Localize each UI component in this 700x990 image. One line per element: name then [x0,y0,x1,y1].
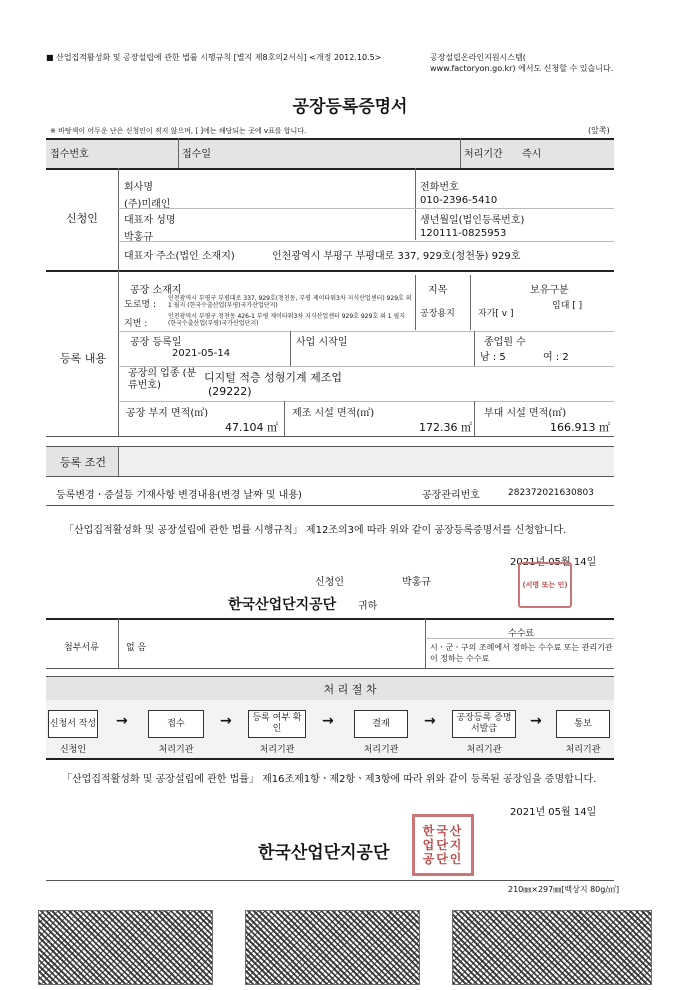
step-application: 신청서 작성 [48,710,98,738]
land-category-label: 지목 [428,285,448,296]
site-area-value: 47.104 ㎡ [225,421,278,434]
land-category-value: 공장용지 [420,309,455,319]
applicant-seal [518,562,572,608]
page-title: 공장등록증명서 [292,97,408,117]
industry-code: (29222) [208,385,252,398]
recipient-name: 한국산업단지공단 [228,597,337,613]
step-receipt: 접수 [148,710,204,738]
registration-date-label: 공장 등록일 [130,337,182,348]
birth-label: 생년월일(법인등록번호) [420,215,525,226]
auxiliary-area-label: 부대 시설 면적(㎡) [484,408,567,419]
arrow-right-icon: → [530,713,542,729]
industry-label: 공장의 업종 (분류번호) [128,368,197,391]
attachments-label: 첨부서류 [64,643,99,653]
step-actor: 처리기관 [466,745,502,755]
processing-period-value: 즉시 [522,149,542,160]
employees-male: 남 : 5 [480,352,506,363]
applicant-sign-label: 신청인 [315,577,344,588]
address-value: 인천광역시 부평구 부평대로 337, 929호(청천동) 929호 [272,251,521,262]
barcode-3 [452,910,652,985]
step-notify: 통보 [556,710,610,738]
official-seal [412,814,474,876]
ownership-rent[interactable]: 임대 [ ] [552,301,583,311]
arrow-right-icon: → [322,713,334,729]
online-line-2: www.factoryon.go.kr) 에서도 신청할 수 있습니다. [430,64,614,73]
application-date: 2021년 05월 14일 [510,557,597,568]
step-actor: 처리기관 [158,745,194,755]
arrow-right-icon: → [220,713,232,729]
lot-address-value: 인천광역시 부평구 청천동 426-1 부평 제이타워3차 지식산업센터 929호 929호 외 1 필지 (한국수출산업(부평)국가산업단지) [168,313,406,327]
company-name-value: (주)미래인 [124,199,171,210]
issuer-name: 한국산업단지공단 [258,843,390,863]
processing-period-label: 처리기간 [464,149,503,160]
road-address-value: 인천광역시 부평구 부평대로 337, 929호(청천동, 부평 제이타워3차 지식산업센터) 929호 외 1 필지 (한국수출산업(부평)국가산업단지) [168,295,412,309]
step-verify: 등록 여부 확인 [248,710,306,738]
step-actor: 처리기관 [363,745,399,755]
ownership-own[interactable]: 자가[ v ] [478,309,514,319]
barcode-2 [245,910,420,985]
phone-label: 전화번호 [420,182,459,193]
applicant-section-label: 신청인 [66,212,98,225]
online-line-1: 공장설립온라인지원시스템( [430,53,526,62]
employees-female: 여 : 2 [543,352,569,363]
address-label: 대표자 주소(법인 소재지) [124,251,235,262]
paper-spec: 210㎜×297㎜[백상지 80g/㎡] [508,885,620,894]
fee-label: 수수료 [508,629,535,639]
certification-date: 2021년 05월 14일 [510,807,597,818]
ownership-label: 보유구분 [530,285,569,296]
changes-label: 등록변경ㆍ증설등 기재사항 변경내용(변경 날짜 및 내용) [56,490,302,501]
representative-value: 박홍규 [124,232,153,243]
attachments-value: 없 음 [126,643,147,653]
birth-value: 120111-0825953 [420,228,507,239]
official-seal-text: 한국산업단지공단인 [422,824,464,866]
recipient-suffix: 귀하 [358,601,378,612]
step-actor: 신청인 [59,745,87,755]
lot-address-label: 지번 : [124,319,148,329]
applicant-seal-text: (서명 또는 인) [522,581,568,589]
auxiliary-area-value: 166.913 ㎡ [550,421,610,434]
step-actor: 처리기관 [259,745,295,755]
page-side: (앞쪽) [588,126,610,135]
rule-reference: ■ 산업집적활성화 및 공장설립에 관한 법률 시행규칙 [별지 제8호의2서식] <개정 2012.10.5> [46,53,382,62]
conditions-label: 등록 조건 [60,456,107,469]
road-address-label: 도로명 : [124,300,156,310]
management-no-value: 282372021630803 [508,488,594,498]
shading-note: ※ 바탕색이 어두운 난은 신청인이 적지 않으며, [ ]에는 해당되는 곳에 v표를 합니다. [50,127,307,135]
site-area-label: 공장 부지 면적(㎡) [126,408,209,419]
location-label: 공장 소재지 [130,285,182,296]
arrow-right-icon: → [424,713,436,729]
receipt-no-label: 접수번호 [50,149,89,160]
business-start-label: 사업 시작일 [296,337,348,348]
manufacturing-area-label: 제조 시설 면적(㎡) [292,408,375,419]
fee-value: 시ㆍ군ㆍ구의 조례에서 정하는 수수료 또는 관리기관이 정하는 수수료 [430,643,613,663]
manufacturing-area-value: 172.36 ㎡ [419,421,472,434]
process-title: 처 리 절 차 [323,683,377,696]
step-issue: 공장등록 증명서발급 [452,710,516,738]
phone-value: 010-2396-5410 [420,195,498,206]
company-name-label: 회사명 [124,182,153,193]
arrow-right-icon: → [116,713,128,729]
receipt-date-label: 접수일 [182,149,211,160]
industry-value: 디지털 적층 성형기계 제조업 [204,371,343,384]
step-approval: 결재 [354,710,408,738]
applicant-sign-name: 박홍규 [402,577,431,588]
registration-date-value: 2021-05-14 [172,348,231,359]
representative-label: 대표자 성명 [124,215,176,226]
step-actor: 처리기관 [565,745,601,755]
certification-statement: 「산업집적활성화 및 공장설립에 관한 법률」 제16조제1항ㆍ제2항ㆍ제3항에 따라 위와 같이 등록된 공장임을 증명합니다. [62,774,597,785]
application-statement: 「산업집적활성화 및 공장설립에 관한 법률 시행규칙」 제12조의3에 따라 위와 같이 공장등록증명서를 신청합니다. [64,525,567,536]
top-border [46,138,614,140]
online-system-note [430,52,630,74]
employees-label: 종업원 수 [484,337,526,348]
management-no-label: 공장관리번호 [422,490,480,501]
barcode-1 [38,910,213,985]
registration-section-label: 등록 내용 [60,352,107,365]
